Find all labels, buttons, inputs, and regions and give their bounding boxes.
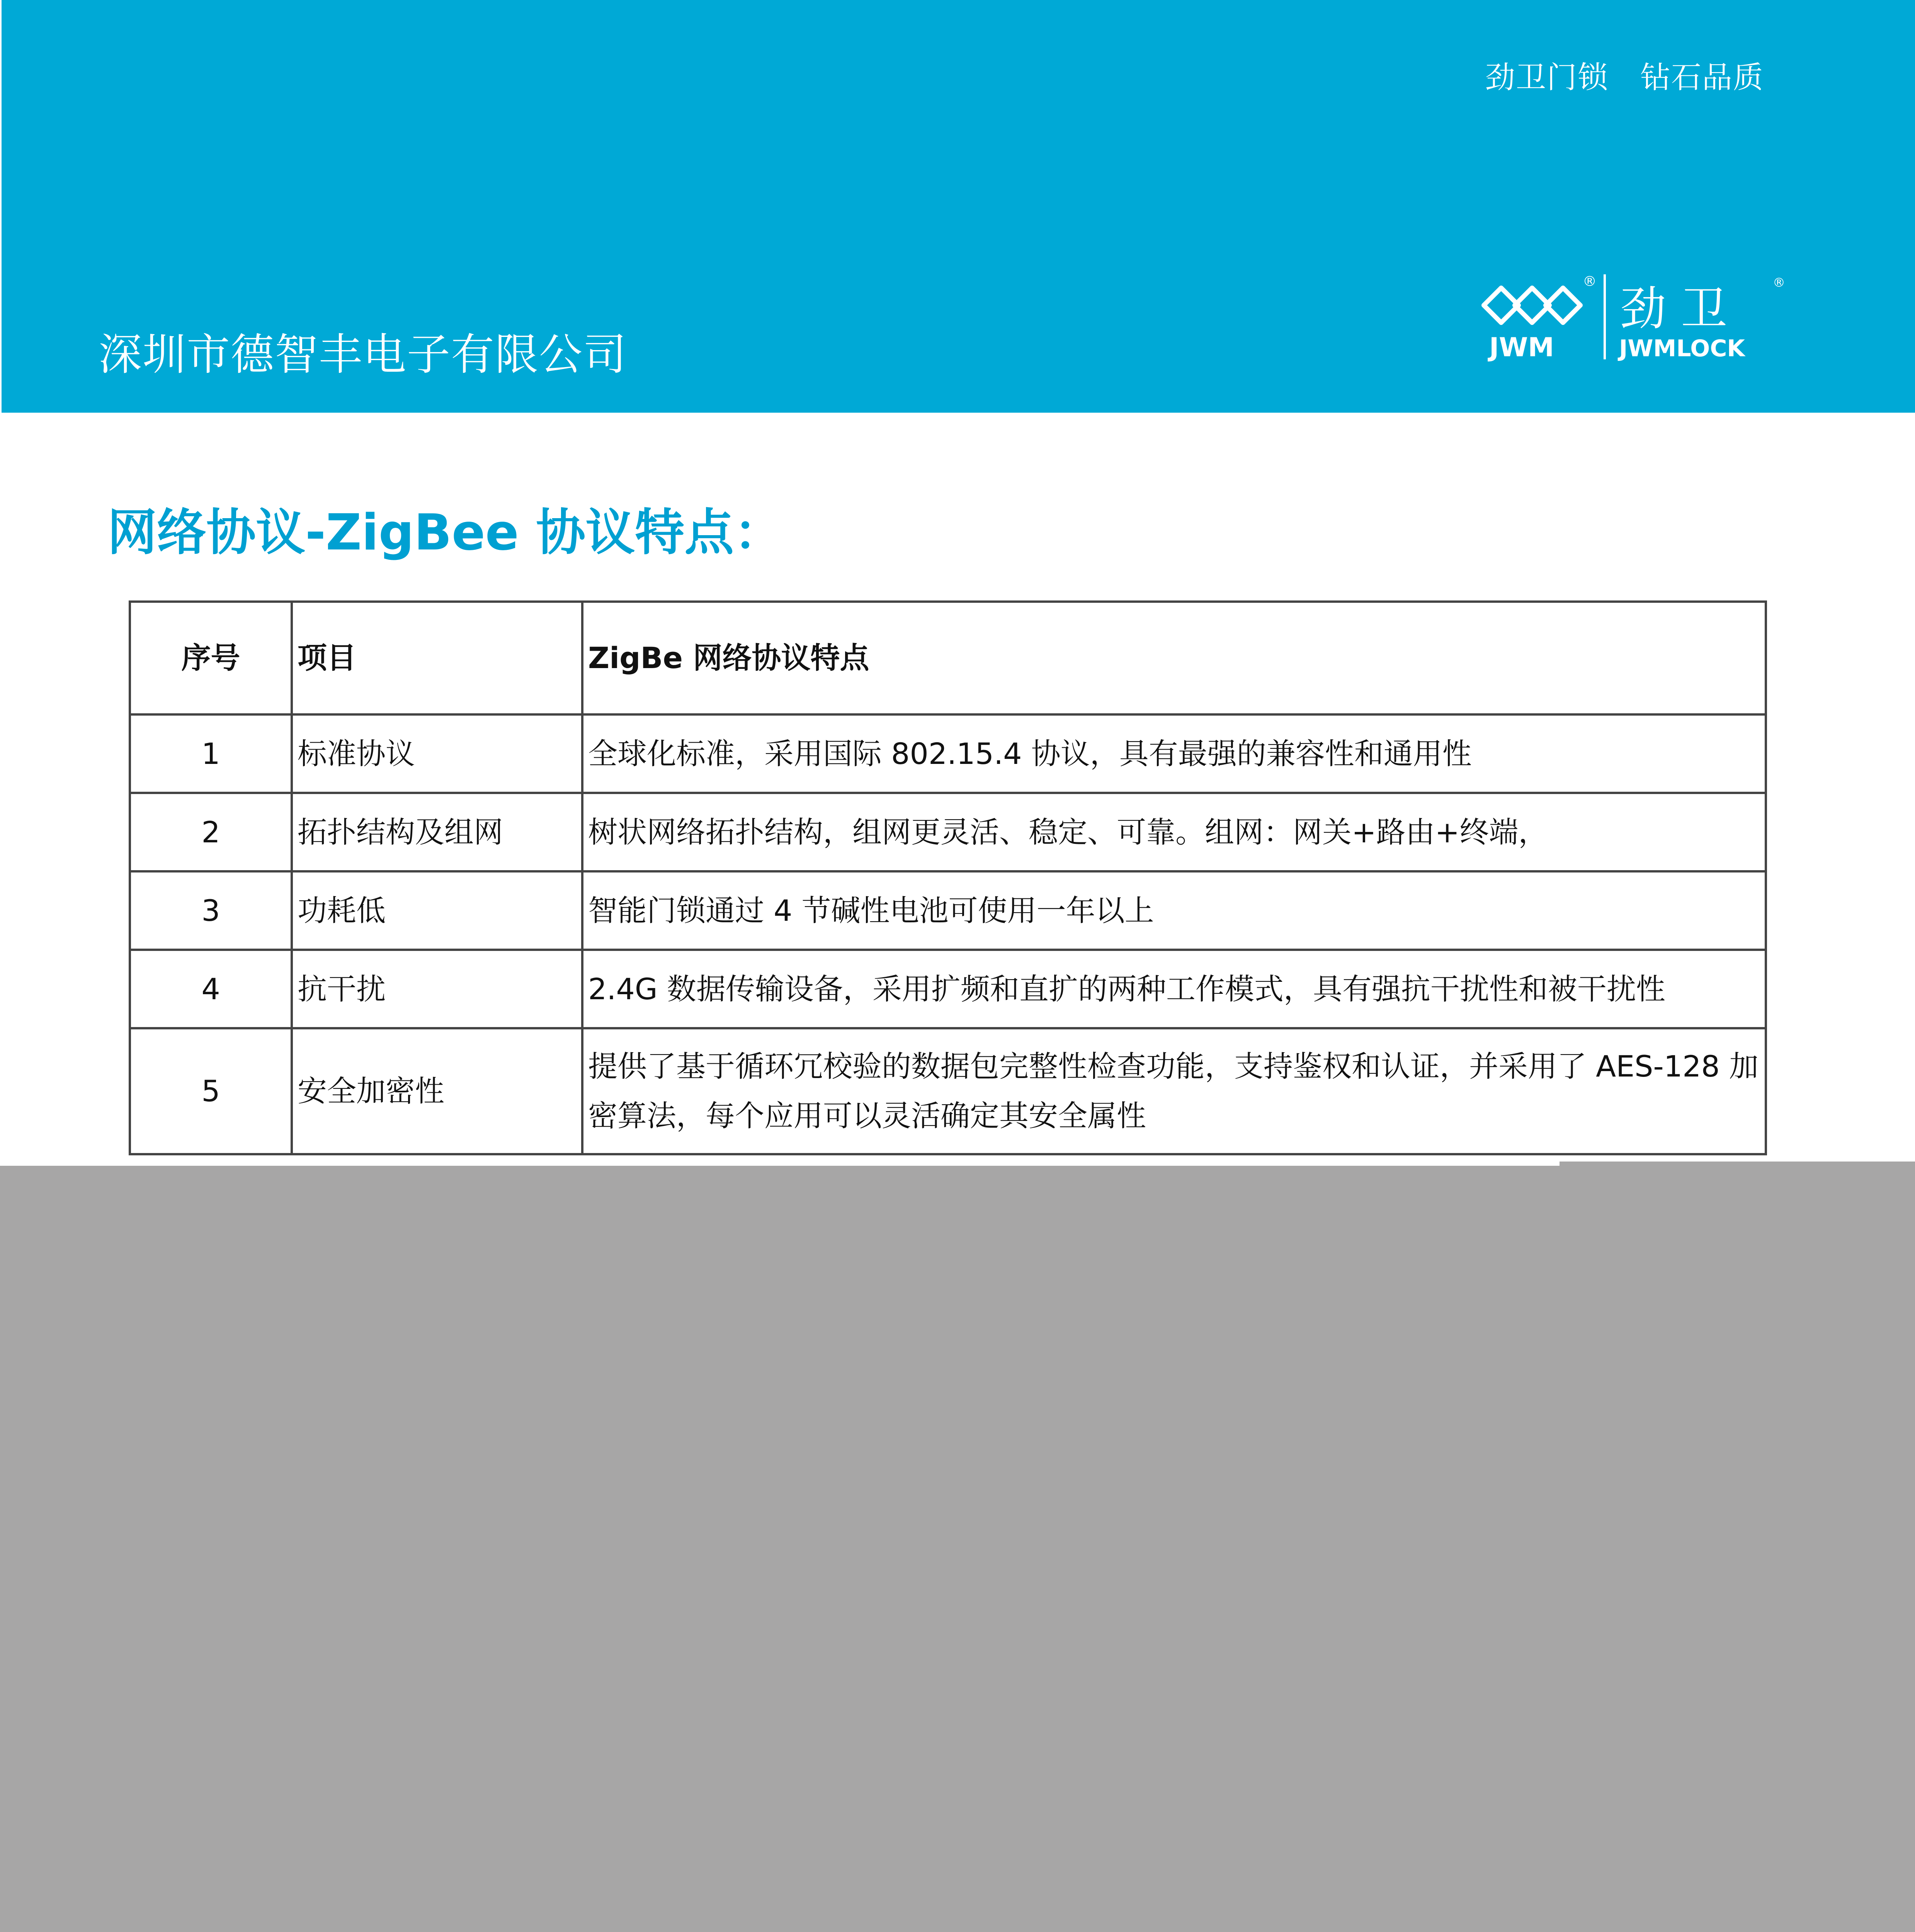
row-desc: 全球化标准，采用国际 802.15.4 协议，具有最强的兼容性和通用性	[582, 714, 1766, 793]
table-row	[130, 871, 1766, 950]
row-item: 抗干扰	[292, 950, 582, 1028]
logo-mark-text: JWM	[1489, 332, 1554, 363]
row-no: 5	[130, 1028, 292, 1154]
redaction-mask	[0, 1166, 1915, 1932]
row-desc: 2.4G 数据传输设备，采用扩频和直扩的两种工作模式，具有强抗干扰性和被干扰性	[582, 950, 1766, 1028]
header-slogan	[1485, 53, 1764, 97]
zigbee-features-table	[129, 600, 1767, 1155]
row-no: 2	[130, 793, 292, 871]
logo-registered-mark: ®	[1583, 274, 1597, 289]
row-no: 1	[130, 714, 292, 793]
logo-brand-en: JWMLOCK	[1619, 335, 1745, 362]
row-desc: 树状网络拓扑结构，组网更灵活、稳定、可靠。组网：网关+路由+终端，	[582, 793, 1766, 871]
slogan-part-1: 劲卫门锁	[1485, 60, 1609, 95]
table-header-row	[130, 602, 1766, 714]
table-row	[130, 1028, 1766, 1154]
row-item: 安全加密性	[292, 1028, 582, 1154]
logo-brand-cn: 劲 卫	[1620, 282, 1728, 336]
table-row	[130, 714, 1766, 793]
row-item: 功耗低	[292, 871, 582, 950]
row-desc: 提供了基于循环冗校验的数据包完整性检查功能，支持鉴权和认证，并采用了 AES-128 加密算法，每个应用可以灵活确定其安全属性	[582, 1028, 1766, 1154]
company-name: 深圳市德智丰电子有限公司	[99, 330, 627, 380]
row-no: 4	[130, 950, 292, 1028]
header-cell-item: 项目	[292, 602, 582, 714]
header-cell-desc: ZigBe 网络协议特点	[582, 602, 1766, 714]
slogan-part-2: 钻石品质	[1640, 60, 1764, 95]
jwm-diamond-icon	[1484, 288, 1580, 323]
row-desc: 智能门锁通过 4 节碱性电池可使用一年以上	[582, 871, 1766, 950]
header-cell-no: 序号	[130, 602, 292, 714]
table-row	[130, 950, 1766, 1028]
row-item: 拓扑结构及组网	[292, 793, 582, 871]
section-title: 网络协议-ZigBee 协议特点：	[107, 504, 784, 561]
brand-logo	[1472, 267, 1785, 367]
table-row	[130, 793, 1766, 871]
row-item: 标准协议	[292, 714, 582, 793]
row-no: 3	[130, 871, 292, 950]
logo-divider	[1604, 274, 1606, 359]
logo-brand-registered: ®	[1773, 275, 1785, 290]
